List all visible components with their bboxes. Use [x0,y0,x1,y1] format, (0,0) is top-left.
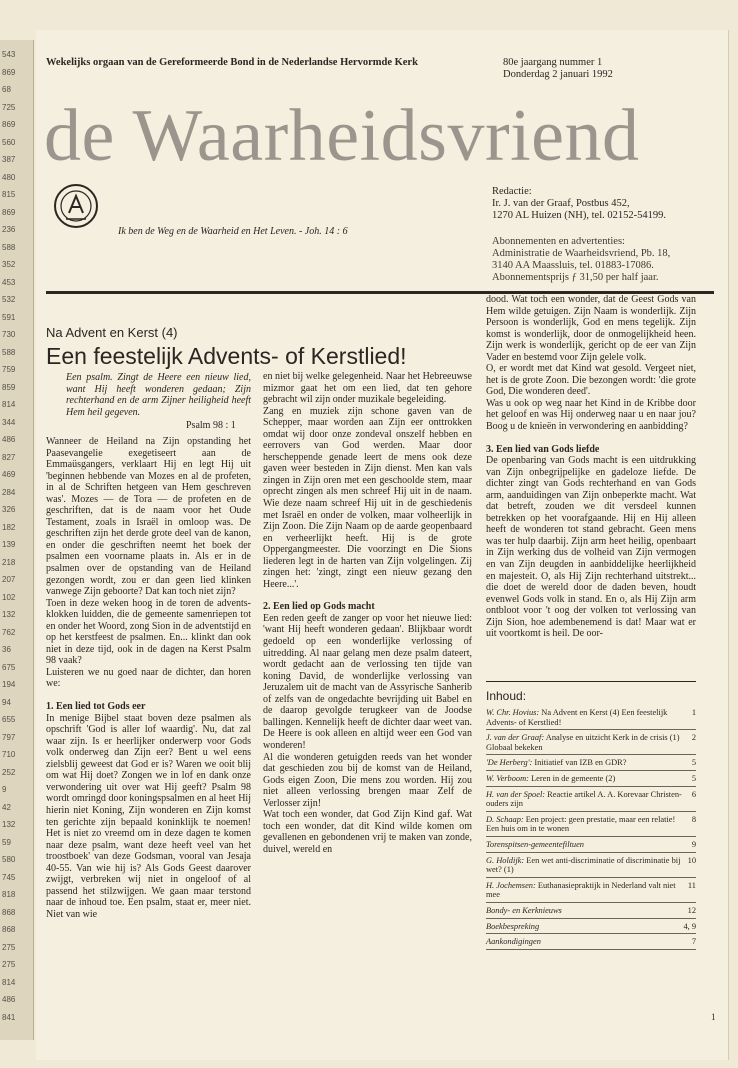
margin-number: 675 [2,662,16,672]
toc-line [486,790,696,809]
toc-text: Euthanasiepraktijk in Nederland valt niet mee [486,880,676,900]
margin-number: 284 [2,487,16,497]
masthead-title: de Waarheidsvriend [44,95,640,177]
margin-number: 868 [2,925,16,934]
toc-line [486,840,696,850]
margin-number: 730 [2,330,16,339]
margin-number: 387 [2,155,16,164]
margin-number: 480 [2,172,16,182]
subscription-line: 3140 AA Maassluis, tel. 01883-17086. [492,260,654,271]
toc-page: 2 [691,733,696,743]
margin-number: 710 [2,750,16,759]
margin-number: 102 [2,592,16,602]
subheading: 2. Een lied op Gods macht [263,601,375,613]
table-of-contents [486,708,696,953]
margin-number: 486 [2,435,16,444]
margin-number: 797 [2,732,16,742]
toc-author: 'De Herberg': [486,758,533,768]
toc-author: J. van der Graaf: [486,733,545,743]
issue-info [503,57,613,81]
margin-number: 655 [2,715,16,724]
toc-item [486,708,696,730]
toc-entry [486,937,541,947]
article-headline: Een feestelijk Advents- of Kerstlied! [46,343,407,369]
subscription-line: Abonnementsprijs ƒ 31,50 per half jaar. [492,272,659,283]
toc-entry [486,758,627,768]
contents-title: Inhoud: [486,689,527,703]
margin-number: 762 [2,627,16,637]
margin-number: 207 [2,575,16,584]
toc-item [486,856,696,878]
toc-item [486,733,696,755]
margin-number: 560 [2,137,16,147]
margin-number: 543 [2,50,16,59]
subheading: 1. Een lied tot Gods eer [46,701,146,713]
article-column-2 [263,371,472,1040]
margin-number: 591 [2,312,16,322]
organ-line: Wekelijks orgaan van de Gereformeerde Bond in de Nederlandse Hervormde Kerk [46,57,418,68]
margin-number: 139 [2,540,16,549]
toc-text: Na Advent en Kerst (4) Een feestelijk Advents- of Kerstlied! [486,708,668,727]
toc-item [486,906,696,919]
binding-strip [0,40,34,1040]
margin-number: 68 [2,85,11,94]
margin-number: 252 [2,767,16,777]
toc-author: W. Chr. Hovius: [486,708,540,717]
article-column-1 [46,436,251,1040]
margin-number: 194 [2,680,16,689]
toc-page: 7 [691,937,696,947]
psalm-quote: Een psalm. Zingt de Heere een nieuw lied, want Hij heeft wonderen gedaan; Zijn rechterhand en de arm Zijner heiligheid heeft Hem heil gegeven. [66,372,251,418]
toc-entry [486,708,688,727]
subscription-block [492,236,722,284]
toc-text: Leren in de gemeente (2) [531,773,616,783]
margin-number: 275 [2,942,16,952]
paragraph: Al die wonderen getuigden reeds van het wonder dat geschieden zou bij de komst van de Heiland, Gods eigen Zoon, Die mens zou worden. Hij zou niet alleen verlossing brengen maar Zelf de Verlosser zijn! [263,751,472,809]
paragraph: Wanneer de Heiland na Zijn opstanding het Paasevangelie exegetiseert aan de Emmaüsgangers, verklaart Hij en legt Hij uit 'beginnen hebbende van Mozes en al de profeten, in al de Schriften hetgeen van Hem geschreven was'. Mozes — de Tora — de profeten en de geschriften, dat is de naam voor het Oude Testament, zoals in Israël in omloop was. De geschriften zijn het derde grote deel van de kanon, en onder die geschriften neemt het boek der psalmen een voorname plaats in. Als er in de psalmen over de opstanding van de Heiland gezongen wordt, zou er dan geen lied klinken vanwege Zijn geboorte? Dat kan toch niet zijn? [46,436,251,598]
paragraph: Was u ook op weg naar het Kind in de Kribbe door het geloof en was Hij onderweg naar u en naar jou? Boog u de knieën in verwondering en aanbidding? [486,397,696,433]
toc-entry [486,906,562,916]
toc-item [486,922,696,935]
margin-number: 486 [2,995,16,1004]
paragraph: Wat toch een wonder, dat God Zijn Kind gaf. Wat toch een wonder, dat dit Kind wilde komen om gevallenen en gebondenen vrij te maken van zonde, duivel, wereld en [263,809,472,855]
margin-number: 868 [2,907,16,917]
toc-page: 10 [687,855,696,865]
margin-number: 469 [2,470,16,479]
toc-author: Boekbespreking [486,921,540,931]
subheading: 3. Een lied van Gods liefde [486,443,600,455]
toc-page: 5 [691,758,696,768]
toc-entry [486,881,684,900]
toc-line [486,733,696,752]
redactie-line: Redactie: [492,186,532,197]
toc-item [486,774,696,787]
psalm-reference: Psalm 98 : 1 [186,420,236,431]
toc-line [486,906,696,916]
toc-item [486,937,696,950]
toc-page: 6 [691,789,696,799]
toc-item [486,840,696,853]
margin-number: 453 [2,277,16,287]
toc-entry [486,856,684,875]
toc-text: Een wet anti-discriminatie of discriminatie bij wet? (1) [486,855,681,875]
toc-entry [486,815,688,834]
margin-number: 818 [2,890,16,899]
toc-entry [486,733,688,752]
toc-page: 5 [691,773,696,783]
toc-entry [486,774,615,784]
margin-number: 218 [2,557,16,567]
margin-number: 532 [2,295,16,304]
toc-author: G. Holdijk: [486,855,525,865]
toc-entry [486,790,688,809]
margin-number: 59 [2,837,11,847]
toc-line [486,815,696,834]
alpha-omega-logo-icon [53,183,99,229]
article-kicker: Na Advent en Kerst (4) [46,325,178,340]
subscription-line: Administratie de Waarheidsvriend, Pb. 18, [492,248,671,259]
toc-author: Bondy- en Kerknieuws [486,905,562,915]
motto: Ik ben de Weg en de Waarheid en Het Leven. - Joh. 14 : 6 [118,226,348,237]
paragraph: Een reden geeft de zanger op voor het nieuwe lied: 'want Hij heeft wonderen gedaan'. Blijkbaar wordt gedoeld op een wonderlijke verlossing of uitredding. Al naar gelang men deze psalm dateert, wordt gedacht aan de verlossing ten tijde van koning David, de wonderlijke verlossing van Jeruzalem uit de macht van de Assyrische Sanherib of zelfs van de ongedachte bevrijding uit Babel en de daarop gevolgde terugkeer van de Joodse ballingen. Kennelijk heeft de dichter daar weet van. De Heere is ook alleen en altijd weer een God van wonderen! [263,612,472,751]
margin-number: 745 [2,872,16,882]
toc-text: Initiatief van IZB en GDR? [534,758,627,768]
toc-entry [486,922,539,932]
paragraph: Toen in deze weken hoog in de toren de adventsklokken luidden, die de gemeente samenriepen tot en onder het Woord, zong Sion in de adventstijd en op het kerstfeest de psalmen. En... klinkt dan ook niet in deze tijd, ook in de dagen na Kerst Psalm 98 vaak? [46,597,251,667]
margin-number: 580 [2,855,16,864]
margin-number: 42 [2,802,11,812]
paragraph: In menige Bijbel staat boven deze psalmen als opschrift 'God is aller lof waardig'. Nu, dat zal waar zijn. Is er heerlijker onderwerp voor Gods volk onderweg dan Zijn eer? Bent u wel eens zielsblij geweest dat God er is? Waren we ooit blij om wat Hij doet? Zongen we in lof en dank onze verwondering uit over wat Hij geeft? Psalm 98 wordt omringd door koningspsalmen en al heet Hij hierin niet Koning, Zijn wonderen en Zijn komst ten gerichte zijn bepaald koninklijk te noemen! Het is niet zo vreemd om in deze dagen te komen naar deze psalm, want deze heeft veel van het troostboek' van deze Godsman, vooral van Jesaja 40-55. Van wie hij is? Als Gods Geest daarover zwijgt, verbreken wij niet in ongeloof of al passend het stilzwijgen. We gaan maar terstond naar de inhoud toe. Een psalm, staat er, meer niet. Niet van wie [46,712,251,920]
paragraph: en niet bij welke gelegenheid. Naar het Hebreeuwse mizmor gaat het om een lied, dat ten gehore gebracht wil zijn onder muzikale begeleiding. [263,371,472,406]
margin-number: 132 [2,610,16,619]
paragraph: De openbaring van Gods macht is een uitdrukking van Zijn onbegrijpelijke en gadeloze liefde. De dichter zingt van Gods rechterhand en van Gods arm, aanduidingen van Zijn onbeperkte macht. Wat dat betreft, zouden we dit versdeel kunnen betrekken op het voorafgaande. Hij en Hij alleen heeft de wonderen tot stand gebracht. Geen mens was ter hulp daarbij. Zijn arm heet heilig, openbaart in Zijn werking dus de volheid van Zijn vermogen en van Zijn deugden in aanbiddelijke heerlijkheid en majesteit. O, als Hij Zijn rechterhand uitstrekt... die doet de wereld door de daden beven, houdt evenwel Gods volk in stand. En o, als Hij Zijn arm ontbloot voor 't oog der volken tot verlossing van Zijn Sion, hoe adembenemend is dat! Maar wat er uit voortkomt is heil. De oor- [486,455,696,640]
issue-volume: 80e jaargang nummer 1 [503,57,603,68]
toc-line [486,774,696,784]
toc-page: 11 [687,880,696,890]
margin-number: 236 [2,225,16,234]
margin-number: 869 [2,120,16,129]
margin-number: 815 [2,190,16,199]
toc-page: 1 [691,708,696,717]
margin-number: 326 [2,505,16,514]
toc-author: H. Jochemsen: [486,880,536,890]
paragraph: O, er wordt met dat Kind wat gesold. Vergeet niet, het is de grote Zoon. Die bezongen wordt: 'die grote God, Die wonderen deed'. [486,363,696,398]
toc-text: Een project: geen prestatie, maar een relatie! Een huis om in te wonen [486,814,676,834]
toc-page: 9 [691,839,696,849]
toc-item [486,815,696,837]
redactie-line: 1270 AL Huizen (NH), tel. 02152-54199. [492,210,666,221]
toc-line [486,937,696,947]
toc-page: 8 [691,814,696,824]
toc-line [486,708,696,727]
margin-number: 132 [2,820,16,829]
margin-number: 588 [2,242,16,252]
article-column-3 [486,294,696,684]
issue-date: Donderdag 2 januari 1992 [503,69,613,80]
redactie-block [492,186,722,222]
toc-item [486,758,696,771]
margin-number: 9 [2,785,7,794]
paragraph: dood. Wat toch een wonder, dat de Geest Gods van Hem wilde getuigen. Zijn Naam is wonderlijk. Zijn Persoon is wonderlijk, God en mens tegelijk. Zijn komst is wonderlijk, door de onmogelijkheid heen. Zijn werk is wonderlijk, gericht op de eer van Zijn Vader en bestemd voor Zijn gelele volk. [486,294,696,363]
margin-number: 275 [2,960,16,969]
paragraph: Luisteren we nu goed naar de dichter, dan horen we: [46,666,251,690]
toc-page: 12 [687,905,696,915]
toc-author: D. Schaap: [486,814,524,824]
margin-number: 36 [2,645,11,654]
toc-entry [486,840,584,850]
toc-author: W. Verboom: [486,773,529,783]
margin-number: 344 [2,417,16,427]
margin-number: 827 [2,452,16,462]
margin-number: 759 [2,365,16,374]
margin-number: 352 [2,260,16,269]
toc-text: Analyse en uitzicht Kerk in de crisis (1) Globaal bekeken [486,733,680,752]
toc-item [486,881,696,903]
paragraph: Zang en muziek zijn schone gaven van de Schepper, maar worden aan Zijn eer onttrokken omdat wij door onze zondeval onszelf hebben en eerrovers van God werden. Maar door herscheppende genade leert de mens ook deze gaven weer besteden in Zijn dienst. Men kan vals zingen in Zijn oren met een geschoolde stem, maar oprecht zingen als men schreef Hij uit in de naam. Wie deze naam schreef Hij uit in de geschiedenis met Israël en onder de volken, maar volheerlijk in Zijn Zoon. Die Zijn Naam op de aarde geopenbaard en verheerlijkt heeft. Hij is de grote Oppergangmeester. Die voorzingt en Die Sions liederen legt in de harten van Zijn volgelingen. Zij zingen het: 'zingt, zingt een nieuw gezang den Heere...'. [263,405,472,590]
margin-number: 94 [2,697,11,707]
margin-number: 725 [2,102,16,112]
margin-number: 814 [2,400,16,409]
inhoud-rule [486,681,696,682]
margin-number: 859 [2,382,16,392]
margin-number: 814 [2,977,16,987]
toc-author: Torenspitsen-gemeentefiltuen [486,839,584,849]
margin-number: 869 [2,67,16,77]
margin-number: 841 [2,1012,16,1022]
toc-line [486,856,696,875]
toc-line [486,881,696,900]
page-number: 1 [711,1012,716,1022]
toc-page: 4, 9 [683,921,696,931]
margin-number: 869 [2,207,16,217]
toc-line [486,758,696,768]
subscription-line: Abonnementen en advertenties: [492,236,625,247]
redactie-line: Ir. J. van der Graaf, Postbus 452, [492,198,630,209]
margin-number: 588 [2,347,16,357]
toc-author: H. van der Spoel: [486,789,546,799]
margin-number: 182 [2,522,16,532]
toc-text: Reactie artikel A. A. Korevaar Christen-ouders zijn [486,789,682,809]
toc-line [486,922,696,932]
toc-item [486,790,696,812]
toc-author: Aankondigingen [486,937,541,947]
